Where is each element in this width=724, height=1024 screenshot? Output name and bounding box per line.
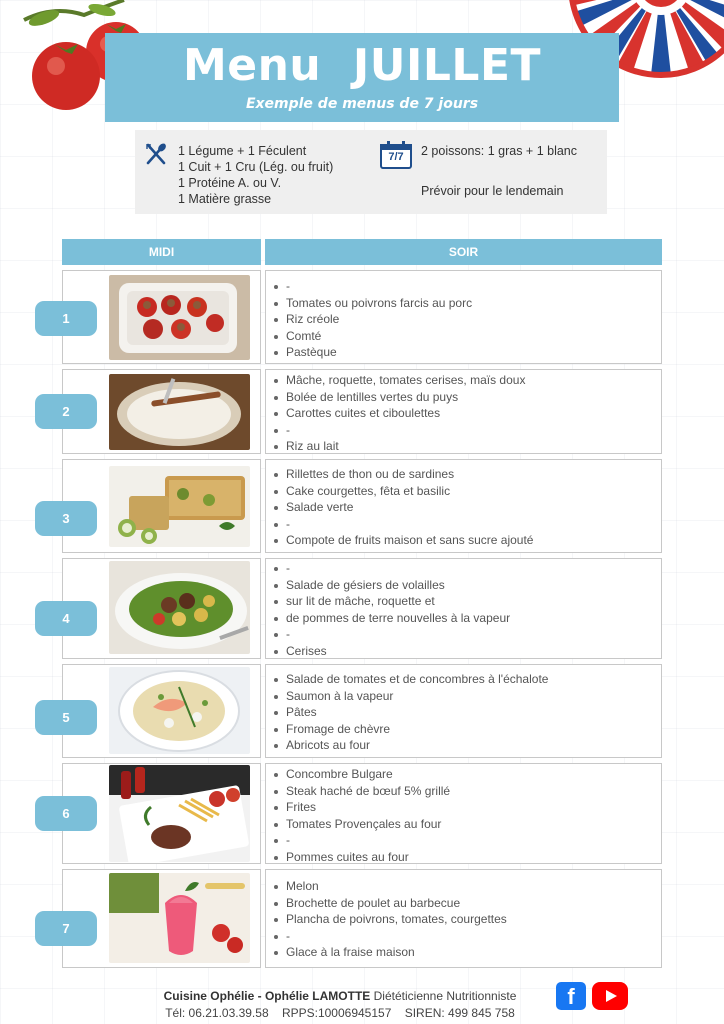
dish-item: Frites: [272, 799, 450, 816]
dish-list-day-7: [272, 878, 507, 961]
dish-item: -: [272, 278, 472, 295]
day-badge: 6: [35, 796, 97, 831]
dish-item: Mâche, roquette, tomates cerises, maïs doux: [272, 372, 525, 389]
dish-item: Carottes cuites et ciboulettes: [272, 405, 525, 422]
dish-item: Brochette de poulet au barbecue: [272, 895, 507, 912]
dish-item: -: [272, 832, 450, 849]
dish-list-day-3: [272, 466, 533, 549]
dish-list-day-5: [272, 671, 548, 754]
rule-line: 1 Matière grasse: [178, 192, 272, 206]
page-title: Menu JUILLET: [182, 40, 542, 91]
dish-item: Riz au lait: [272, 438, 525, 455]
dish-item: sur lit de mâche, roquette et: [272, 593, 510, 610]
dish-item: Abricots au four: [272, 737, 548, 754]
dish-item: Pâtes: [272, 704, 548, 721]
day-badge: 5: [35, 700, 97, 735]
dish-item: Salade de tomates et de concombres à l'échalote: [272, 671, 548, 688]
page-subtitle: Exemple de menus de 7 jours: [245, 96, 479, 112]
dish-item: Glace à la fraise maison: [272, 944, 507, 961]
rule-line: 1 Cuit + 1 Cru (Lég. ou fruit): [178, 160, 334, 174]
soir-cell-day-7: [265, 869, 662, 968]
dish-photo-zucchini-cake: [109, 466, 250, 547]
dish-item: Rillettes de thon ou de sardines: [272, 466, 533, 483]
dish-list-day-1: [272, 278, 472, 361]
dish-item: Compote de fruits maison et sans sucre ajouté: [272, 532, 533, 549]
day-badge: 4: [35, 601, 97, 636]
dish-item: Pastèque: [272, 344, 472, 361]
dish-item: -: [272, 560, 510, 577]
dish-item: -: [272, 626, 510, 643]
dish-list-day-6: [272, 766, 450, 865]
prepare-note: Prévoir pour le lendemain: [421, 184, 564, 198]
cutlery-icon: [143, 141, 169, 167]
soir-cell-day-3: [265, 459, 662, 553]
dish-item: Cerises: [272, 643, 510, 660]
dish-list-day-4: [272, 560, 510, 659]
dish-item: Melon: [272, 878, 507, 895]
youtube-icon[interactable]: [592, 982, 628, 1010]
dish-item: -: [272, 516, 533, 533]
footer-brand: Cuisine Ophélie - Ophélie LAMOTTE: [163, 989, 371, 1003]
dish-item: Cake courgettes, fêta et basilic: [272, 483, 533, 500]
day-badge: 7: [35, 911, 97, 946]
column-header-midi: MIDI: [62, 239, 261, 265]
dish-item: Salade verte: [272, 499, 533, 516]
dish-item: Tomates Provençales au four: [272, 816, 450, 833]
day-badge: 1: [35, 301, 97, 336]
dish-item: Pommes cuites au four: [272, 849, 450, 866]
soir-cell-day-2: [265, 369, 662, 454]
soir-cell-day-5: [265, 664, 662, 758]
dish-item: Salade de gésiers de volailles: [272, 577, 510, 594]
rule-line: 1 Protéine A. ou V.: [178, 176, 282, 190]
fish-rule-line: 2 poissons: 1 gras + 1 blanc: [421, 144, 577, 158]
calendar-icon: [380, 141, 412, 169]
dish-photo-stuffed-tomatoes: [109, 275, 250, 360]
dish-item: Riz créole: [272, 311, 472, 328]
dish-photo-steak-fries: [109, 765, 250, 862]
dish-item: Bolée de lentilles vertes du puys: [272, 389, 525, 406]
dish-item: Plancha de poivrons, tomates, courgettes: [272, 911, 507, 928]
nutrition-rules: [178, 143, 378, 207]
facebook-icon[interactable]: f: [556, 982, 586, 1010]
dish-list-day-2: [272, 372, 525, 455]
rule-line: 1 Légume + 1 Féculent: [178, 144, 307, 158]
soir-cell-day-1: [265, 270, 662, 364]
dish-item: Concombre Bulgare: [272, 766, 450, 783]
dish-item: de pommes de terre nouvelles à la vapeur: [272, 610, 510, 627]
fish-rules: [421, 143, 601, 199]
column-header-soir: SOIR: [265, 239, 662, 265]
dish-item: Saumon à la vapeur: [272, 688, 548, 705]
dish-item: -: [272, 928, 507, 945]
day-badge: 3: [35, 501, 97, 536]
day-badge: 2: [35, 394, 97, 429]
footer-profession: Diététicienne Nutritionniste: [373, 989, 517, 1003]
dish-item: Fromage de chèvre: [272, 721, 548, 738]
soir-cell-day-4: [265, 558, 662, 659]
dish-photo-rice-pudding: [109, 374, 250, 450]
dish-photo-gizzard-salad: [109, 561, 250, 654]
dish-item: Tomates ou poivrons farcis au porc: [272, 295, 472, 312]
dish-item: -: [272, 422, 525, 439]
soir-cell-day-6: [265, 763, 662, 864]
footer-contact: Tél: 06.21.03.39.58 RPPS:10006945157 SIREN: 499 845 758: [165, 1006, 515, 1020]
dish-item: Steak haché de bœuf 5% grillé: [272, 783, 450, 800]
dish-item: Comté: [272, 328, 472, 345]
dish-photo-salmon-pasta: [109, 667, 250, 754]
dish-photo-strawberry-ice-cream: [109, 873, 250, 963]
calendar-icon-text: 7/7: [388, 151, 404, 163]
